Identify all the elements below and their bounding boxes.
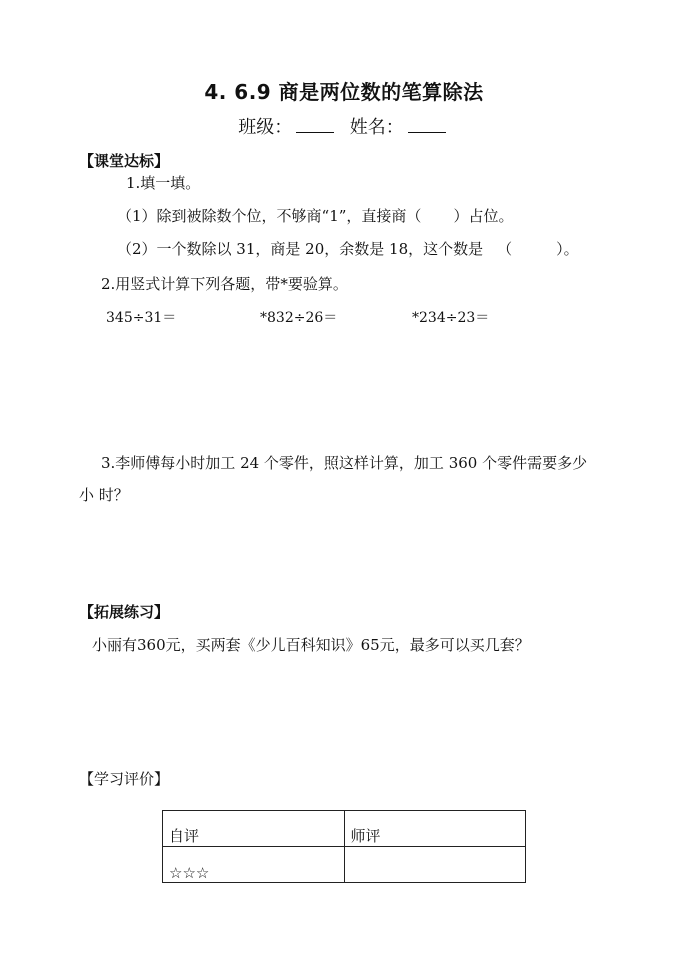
section-heading-evaluation: 【学习评价】 — [79, 770, 170, 788]
q1-item1-text-b: ）占位。 — [453, 207, 514, 225]
eval-teacher-value[interactable] — [344, 847, 526, 883]
class-name-line — [0, 113, 688, 139]
eval-col-self: 自评 — [163, 811, 345, 847]
eval-col-teacher: 师评 — [344, 811, 526, 847]
q1-item2-text-a: （2）一个数除以 31，商是 20，余数是 18，这个数是 — [117, 240, 484, 258]
question-1-item-2 — [117, 238, 579, 259]
class-blank[interactable] — [296, 118, 334, 133]
question-3-line-1: 3.李师傅每小时加工 24 个零件，照这样计算，加工 360 个零件需要多少 — [101, 454, 588, 472]
question-1-item-1 — [117, 205, 513, 226]
evaluation-table — [162, 810, 526, 883]
name-blank[interactable] — [408, 118, 446, 133]
question-1-label: 1.填一填。 — [126, 174, 201, 192]
question-2-label: 2.用竖式计算下列各题，带*要验算。 — [101, 275, 348, 293]
section-heading-extension: 【拓展练习】 — [79, 603, 170, 621]
question-3-line-2: 小 时？ — [79, 486, 129, 504]
evaluation-header-row — [163, 811, 526, 847]
q1-item2-paren-close: ）。 — [556, 240, 579, 258]
q1-item1-text-a: （1）除到被除数个位，不够商“1”，直接商（ — [117, 207, 422, 225]
eval-self-stars[interactable]: ☆☆☆ — [163, 847, 345, 883]
calc-problem-1: 345÷31＝ — [106, 310, 177, 326]
q1-item2-paren-open: （ — [497, 240, 513, 258]
section-heading-class-practice: 【课堂达标】 — [79, 152, 170, 170]
name-label: 姓名： — [349, 117, 404, 138]
extension-problem: 小丽有360元，买两套《少儿百科知识》65元，最多可以买几套？ — [92, 636, 530, 654]
evaluation-value-row — [163, 847, 526, 883]
calc-problem-2: *832÷26＝ — [260, 310, 338, 326]
calc-problem-3: *234÷23＝ — [412, 310, 490, 326]
class-label: 班级： — [238, 117, 293, 138]
page-title: 4. 6.9 商是两位数的笔算除法 — [204, 80, 484, 104]
